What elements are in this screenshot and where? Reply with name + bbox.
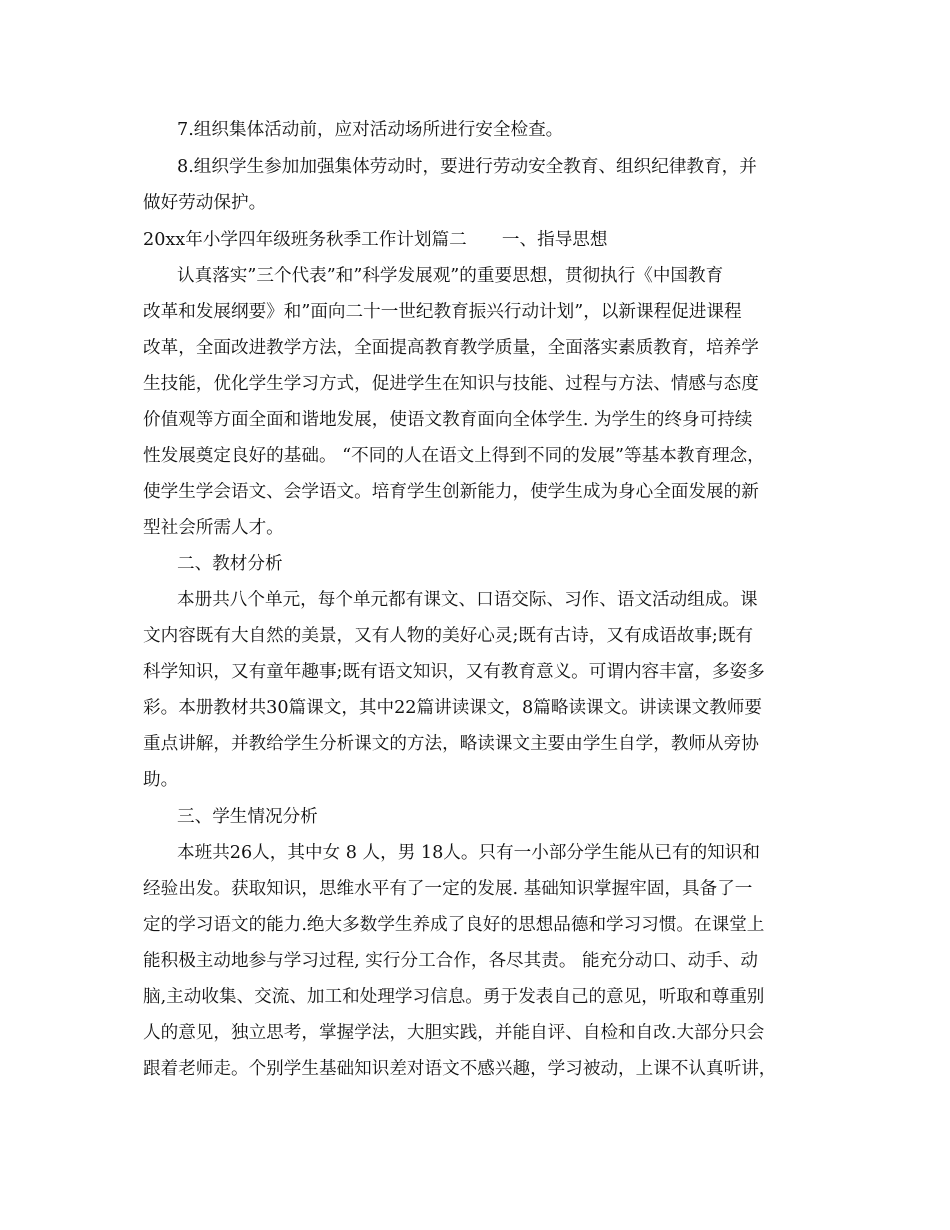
materials-line: 本册共八个单元，每个单元都有课文、口语交际、习作、语文活动组成。课 [177, 590, 758, 610]
heading-students: 三、学生情况分析 [177, 807, 318, 827]
safety-item-7: 7.组织集体活动前，应对活动场所进行安全检查。 [177, 120, 564, 140]
students-line: 定的学习语文的能力.绝大多数学生养成了良好的思想品德和学习习惯。在课堂上 [143, 915, 765, 935]
guiding-line: 性发展奠定良好的基础。 “不同的人在语文上得到不同的发展”等基本教育理念， [143, 446, 765, 466]
guiding-line: 型社会所需人才。 [143, 518, 284, 538]
materials-line: 科学知识，又有童年趣事;既有语文知识，又有教育意义。可谓内容丰富，多姿多 [143, 662, 765, 682]
guiding-line: 生技能，优化学生学习方式，促进学生在知识与技能、过程与方法、情感与态度 [143, 374, 759, 394]
guiding-line: 改革和发展纲要》和”面向二十一世纪教育振兴行动计划”，以新课程促进课程 [143, 302, 742, 322]
safety-item-8-line-2: 做好劳动保护。 [143, 193, 267, 213]
guiding-line: 改革，全面改进教学方法，全面提高教育教学质量，全面落实素质教育，培养学 [143, 338, 759, 358]
safety-item-8-line-1: 8.组织学生参加加强集体劳动时，要进行劳动安全教育、组织纪律教育，并 [177, 157, 757, 177]
students-line: 脑,主动收集、交流、加工和处理学习信息。勇于发表自己的意见，听取和尊重别 [143, 987, 765, 1007]
guiding-line: 价值观等方面全面和谐地发展，使语文教育面向全体学生. 为学生的终身可持续 [143, 410, 753, 430]
materials-line: 重点讲解，并教给学生分析课文的方法，略读课文主要由学生自学，教师从旁协 [143, 734, 759, 754]
guiding-line: 认真落实”三个代表”和”科学发展观”的重要思想，贯彻执行《中国教育 [177, 266, 724, 286]
guiding-line: 使学生学会语文、会学语文。培育学生创新能力，使学生成为身心全面发展的新 [143, 482, 759, 502]
materials-line: 文内容既有大自然的美景，又有人物的美好心灵;既有古诗，又有成语故事;既有 [143, 626, 754, 646]
students-line: 跟着老师走。个别学生基础知识差对语文不感兴趣，学习被动，上课不认真听讲， [143, 1059, 777, 1079]
heading-materials: 二、教材分析 [177, 554, 283, 574]
students-line: 能积极主动地参与学习过程, 实行分工合作，各尽其责。 能充分动口、动手、动 [143, 951, 758, 971]
students-line: 人的意见，独立思考，掌握学法，大胆实践，并能自评、自检和自改.大部分只会 [143, 1023, 765, 1043]
students-line: 经验出发。获取知识，思维水平有了一定的发展. 基础知识掌握牢固，具备了一 [143, 879, 753, 899]
materials-line: 彩。本册教材共30篇课文，其中22篇讲读课文，8篇略读课文。讲读课文教师要 [143, 698, 762, 718]
students-line: 本班共26人，其中女 8 人，男 18人。只有一小部分学生能从已有的知识和 [177, 843, 760, 863]
materials-line: 助。 [143, 770, 179, 790]
section-title-guiding: 20xx年小学四年级班务秋季工作计划篇二 一、指导思想 [143, 230, 608, 250]
